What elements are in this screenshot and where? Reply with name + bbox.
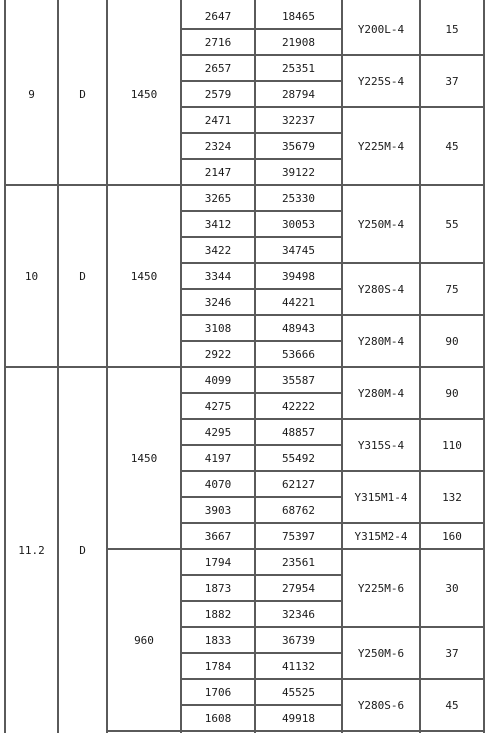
pressure-cell: 55492 xyxy=(281,451,316,465)
pressure-cell: 62127 xyxy=(281,477,316,491)
flow-cell: 4070 xyxy=(204,477,232,491)
flow-cell: 1784 xyxy=(204,659,232,673)
motor-power-cell: 45 xyxy=(445,698,459,712)
motor-model-cell: Y250M-4 xyxy=(357,217,405,231)
pressure-cell: 41132 xyxy=(281,659,316,673)
motor-power-cell: 45 xyxy=(445,139,459,153)
grid-line xyxy=(180,0,182,733)
motor-model-cell: Y225M-6 xyxy=(357,581,405,595)
flow-cell: 3667 xyxy=(204,529,232,543)
motor-power-cell: 37 xyxy=(445,74,459,88)
pressure-cell: 48857 xyxy=(281,425,316,439)
motor-model-cell: Y280M-4 xyxy=(357,386,405,400)
pressure-cell: 48943 xyxy=(281,321,316,335)
motor-model-cell: Y280M-4 xyxy=(357,334,405,348)
pressure-cell: 27954 xyxy=(281,581,316,595)
flow-cell: 1608 xyxy=(204,711,232,725)
speed-cell: 1450 xyxy=(130,87,158,101)
flow-cell: 3344 xyxy=(204,269,232,283)
pressure-cell: 49918 xyxy=(281,711,316,725)
pressure-cell: 39122 xyxy=(281,165,316,179)
pressure-cell: 44221 xyxy=(281,295,316,309)
motor-model-cell: Y280S-6 xyxy=(357,698,405,712)
motor-model-cell: Y225S-4 xyxy=(357,74,405,88)
drive-type-cell: D xyxy=(79,269,86,283)
flow-cell: 3265 xyxy=(204,191,232,205)
pressure-cell: 25330 xyxy=(281,191,316,205)
motor-model-cell: Y200L-4 xyxy=(357,22,405,36)
flow-cell: 3412 xyxy=(204,217,232,231)
flow-cell: 2147 xyxy=(204,165,232,179)
motor-power-cell: 90 xyxy=(445,334,459,348)
motor-power-cell: 132 xyxy=(442,490,462,504)
pressure-cell: 75397 xyxy=(281,529,316,543)
flow-cell: 1706 xyxy=(204,685,232,699)
machine-number-cell: 10 xyxy=(24,269,39,283)
motor-power-cell: 90 xyxy=(445,386,459,400)
flow-cell: 4295 xyxy=(204,425,232,439)
motor-power-cell: 110 xyxy=(442,438,462,452)
speed-cell: 960 xyxy=(134,633,154,647)
flow-cell: 3108 xyxy=(204,321,232,335)
flow-cell: 2657 xyxy=(204,61,232,75)
motor-power-cell: 37 xyxy=(445,646,459,660)
flow-cell: 2647 xyxy=(204,9,232,23)
pressure-cell: 35587 xyxy=(281,373,316,387)
grid-line xyxy=(4,0,6,733)
motor-power-cell: 30 xyxy=(445,581,459,595)
grid-line xyxy=(341,0,343,733)
pressure-cell: 39498 xyxy=(281,269,316,283)
flow-cell: 2922 xyxy=(204,347,232,361)
motor-power-cell: 15 xyxy=(445,22,459,36)
flow-cell: 1882 xyxy=(204,607,232,621)
flow-cell: 2579 xyxy=(204,87,232,101)
pressure-cell: 53666 xyxy=(281,347,316,361)
pressure-cell: 42222 xyxy=(281,399,316,413)
motor-model-cell: Y315S-4 xyxy=(357,438,405,452)
flow-cell: 1873 xyxy=(204,581,232,595)
flow-cell: 1833 xyxy=(204,633,232,647)
grid-line xyxy=(107,730,484,732)
grid-line xyxy=(106,0,108,733)
speed-cell: 1450 xyxy=(130,451,158,465)
pressure-cell: 32237 xyxy=(281,113,316,127)
speed-cell: 1450 xyxy=(130,269,158,283)
motor-model-cell: Y280S-4 xyxy=(357,282,405,296)
drive-type-cell: D xyxy=(79,87,86,101)
pressure-cell: 68762 xyxy=(281,503,316,517)
motor-model-cell: Y225M-4 xyxy=(357,139,405,153)
pressure-cell: 35679 xyxy=(281,139,316,153)
flow-cell: 4197 xyxy=(204,451,232,465)
grid-line xyxy=(419,0,421,733)
pressure-cell: 21908 xyxy=(281,35,316,49)
pressure-cell: 30053 xyxy=(281,217,316,231)
machine-number-cell: 11.2 xyxy=(18,543,45,557)
flow-cell: 3903 xyxy=(204,503,232,517)
flow-cell: 3422 xyxy=(204,243,232,257)
grid-line xyxy=(483,0,485,733)
pressure-cell: 36739 xyxy=(281,633,316,647)
motor-power-cell: 160 xyxy=(442,529,462,543)
motor-model-cell: Y250M-6 xyxy=(357,646,405,660)
pressure-cell: 45525 xyxy=(281,685,316,699)
pressure-cell: 23561 xyxy=(281,555,316,569)
pressure-cell: 25351 xyxy=(281,61,316,75)
grid-line xyxy=(254,0,256,733)
flow-cell: 4099 xyxy=(204,373,232,387)
grid-line xyxy=(57,0,59,733)
motor-model-cell: Y315M1-4 xyxy=(354,490,408,504)
motor-model-cell: Y315M2-4 xyxy=(354,529,408,543)
pressure-cell: 28794 xyxy=(281,87,316,101)
pressure-cell: 32346 xyxy=(281,607,316,621)
drive-type-cell: D xyxy=(79,543,86,557)
flow-cell: 4275 xyxy=(204,399,232,413)
pressure-cell: 34745 xyxy=(281,243,316,257)
flow-cell: 2471 xyxy=(204,113,232,127)
flow-cell: 2324 xyxy=(204,139,232,153)
flow-cell: 1794 xyxy=(204,555,232,569)
flow-cell: 2716 xyxy=(204,35,232,49)
pressure-cell: 18465 xyxy=(281,9,316,23)
motor-power-cell: 55 xyxy=(445,217,459,231)
motor-power-cell: 75 xyxy=(445,282,459,296)
machine-number-cell: 9 xyxy=(28,87,35,101)
flow-cell: 3246 xyxy=(204,295,232,309)
